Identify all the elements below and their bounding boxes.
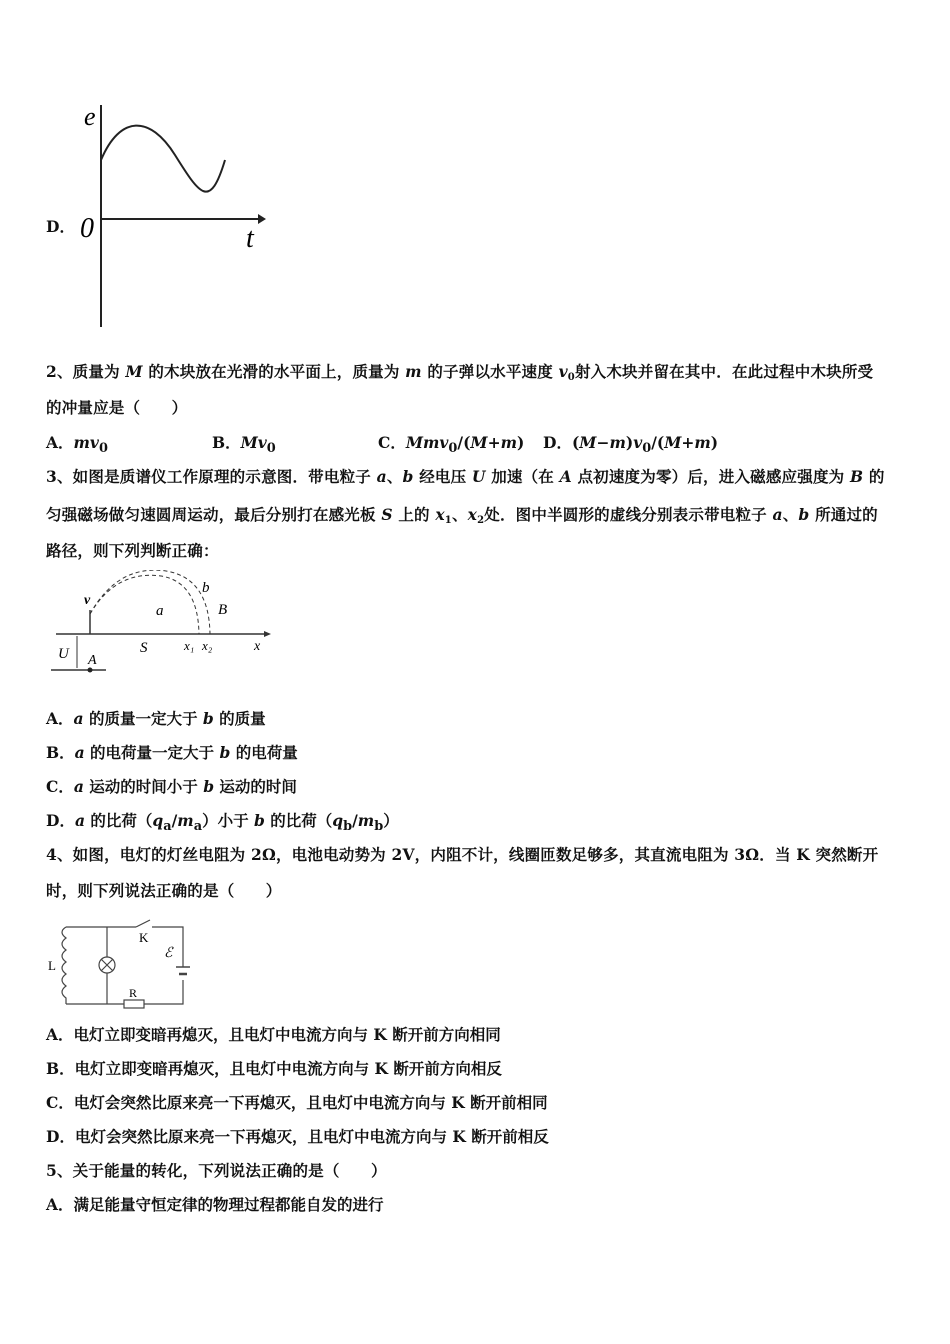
text-segment: 处．图中半圆形的虚线分别表示带电粒子	[484, 505, 773, 524]
variable-text: mv	[73, 433, 99, 452]
y-axis-label: e	[84, 102, 96, 131]
text-segment: )	[516, 433, 525, 452]
text-segment: D．电灯会突然比原来亮一下再熄灭，且电灯中电流方向与 K 断开前相反	[46, 1127, 549, 1146]
label-x: x	[254, 639, 261, 654]
variable-text: v	[633, 433, 643, 452]
text-segment: 的电荷量一定大于	[84, 743, 220, 762]
text-segment: 点初速度为零）后，进入磁感应强度为	[571, 467, 850, 486]
point-a	[88, 668, 93, 673]
subscript-text: b	[374, 819, 384, 835]
label-x2: x₂	[202, 638, 213, 653]
text-segment: )	[625, 433, 634, 452]
variable-text: M	[125, 362, 143, 381]
q4-option-a	[46, 1023, 501, 1045]
text-segment: 5、关于能量的转化，下列说法正确的是（ ）	[46, 1161, 387, 1180]
text-segment: 的子弹以水平速度	[421, 362, 559, 381]
q2-line	[46, 360, 873, 383]
text-segment: /(	[457, 433, 471, 452]
variable-text: M	[664, 433, 682, 452]
label-l: L	[48, 958, 56, 973]
subscript-text: 0	[642, 441, 652, 457]
variable-text: b	[402, 467, 414, 486]
label-field-b: B	[218, 602, 228, 618]
text-segment: 加速（在	[485, 467, 560, 486]
variable-text: B	[849, 467, 864, 486]
mass-spectrometer-figure	[46, 570, 276, 680]
variable-text: b	[219, 743, 231, 762]
variable-text: m	[694, 433, 711, 452]
variable-text: b	[253, 811, 265, 830]
text-segment: 运动的时间小于	[83, 777, 204, 796]
q3-option-b	[46, 741, 298, 763]
text-segment: /(	[651, 433, 665, 452]
q4-option-c	[46, 1091, 548, 1113]
q3-line	[46, 503, 878, 526]
text-segment: 的质量	[213, 709, 266, 728]
text-segment: 所通过的	[809, 505, 878, 524]
subscript-text: 0	[567, 372, 575, 383]
text-segment: 的比荷（	[85, 811, 153, 830]
text-segment: 、	[386, 467, 403, 486]
variable-text: v	[558, 362, 568, 381]
subscript-text: 0	[266, 441, 276, 457]
q2-option-a	[46, 431, 108, 456]
sine-curve	[101, 126, 225, 192]
q2-option-b	[212, 431, 276, 456]
subscript-text: 2	[477, 515, 485, 526]
x-axis-label: t	[246, 223, 254, 254]
option-label: D．	[46, 217, 75, 236]
text-segment: 经电压	[413, 467, 472, 486]
variable-text: S	[381, 505, 393, 524]
text-segment: 的质量一定大于	[83, 709, 203, 728]
label-u: U	[58, 646, 69, 662]
text-segment: 的	[863, 467, 885, 486]
path-a	[90, 575, 199, 634]
text-segment: C．	[46, 777, 74, 796]
q3-option-d	[46, 809, 399, 834]
text-segment: ）	[383, 811, 399, 830]
variable-text: m	[609, 433, 626, 452]
variable-text: U	[471, 467, 486, 486]
variable-text: a	[74, 743, 85, 762]
variable-text: M	[579, 433, 597, 452]
switch-k	[136, 920, 150, 927]
text-segment: 的木块放在光滑的水平面上，质量为	[142, 362, 406, 381]
wires	[66, 927, 183, 1004]
text-segment: ）小于	[202, 811, 254, 830]
variable-text: m	[405, 362, 422, 381]
text-segment: /	[171, 811, 178, 830]
label-k: K	[139, 930, 149, 945]
variable-text: x	[467, 505, 478, 524]
subscript-text: b	[343, 819, 353, 835]
q2-option-c	[378, 431, 524, 456]
subscript-text: 0	[98, 441, 108, 457]
variable-text: m	[357, 811, 375, 830]
q4-option-d	[46, 1125, 549, 1147]
variable-text: b	[202, 709, 214, 728]
label-a: a	[156, 603, 164, 619]
q2-option-d	[543, 431, 718, 456]
text-segment: A．电灯立即变暗再熄灭，且电灯中电流方向与 K 断开前方向相同	[46, 1025, 501, 1044]
variable-text: a	[73, 709, 84, 728]
variable-text: m	[500, 433, 517, 452]
text-segment: B．	[46, 743, 75, 762]
label-r: R	[129, 986, 138, 1000]
variable-text: a	[73, 777, 84, 796]
text-segment: A．满足能量守恒定律的物理过程都能自发的进行	[46, 1195, 384, 1214]
text-segment: +	[681, 433, 695, 452]
text-segment: C．	[378, 433, 406, 452]
q3-option-c	[46, 775, 297, 797]
variable-text: b	[203, 777, 215, 796]
text-segment: A．	[46, 433, 74, 452]
variable-text: q	[332, 811, 344, 830]
text-segment: D．	[46, 811, 75, 830]
variable-text: a	[376, 467, 387, 486]
text-segment: 的电荷量	[230, 743, 298, 762]
q3-option-a	[46, 707, 266, 729]
q3-line	[46, 465, 885, 487]
subscript-text: a	[193, 819, 203, 835]
x-arrow	[264, 631, 271, 637]
q5-option-a	[46, 1193, 384, 1215]
q5-line	[46, 1159, 387, 1181]
text-segment: 路径，则下列判断正确：	[46, 541, 219, 560]
text-segment: 匀强磁场做匀速圆周运动，最后分别打在感光板	[46, 505, 382, 524]
subscript-text: 1	[444, 515, 452, 526]
text-segment: 、	[782, 505, 799, 524]
variable-text: x	[435, 505, 445, 524]
label-s: S	[140, 640, 148, 656]
text-segment: +	[487, 433, 501, 452]
text-segment: A．	[46, 709, 74, 728]
text-segment: /	[352, 811, 358, 830]
text-segment: )	[710, 433, 719, 452]
subscript-text: 0	[448, 441, 458, 457]
variable-text: q	[152, 811, 164, 830]
variable-text: a	[74, 811, 85, 830]
x-axis-arrow	[258, 214, 266, 224]
circuit-figure	[44, 912, 194, 1010]
text-segment: 运动的时间	[214, 777, 297, 796]
variable-text: Mmv	[405, 433, 449, 452]
text-segment: B．	[212, 433, 241, 452]
subscript-text: a	[163, 819, 172, 835]
e-t-graph	[70, 95, 270, 335]
label-emf: ℰ	[164, 946, 173, 961]
q4-line	[46, 843, 878, 865]
text-segment: C．电灯会突然比原来亮一下再熄灭，且电灯中电流方向与 K 断开前相同	[46, 1093, 548, 1112]
text-segment: 射入木块并留在其中．在此过程中木块所受	[574, 362, 874, 381]
q3-line	[46, 539, 219, 561]
label-x1: x₁	[184, 638, 195, 653]
text-segment: 3、如图是质谱仪工作原理的示意图．带电粒子	[46, 467, 377, 486]
variable-text: M	[470, 433, 488, 452]
label-point-a: A	[88, 653, 97, 668]
text-segment: 4、如图，电灯的灯丝电阻为 2Ω，电池电动势为 2V，内阻不计，线圈匝数足够多，其直流电阻为 3Ω．当 K 突然断开	[46, 845, 879, 864]
text-segment: 上的	[392, 505, 436, 524]
resistor-r	[124, 1000, 144, 1008]
text-segment: B．电灯立即变暗再熄灭，且电灯中电流方向与 K 断开前方向相反	[46, 1059, 502, 1078]
text-segment: 时，则下列说法正确的是（ ）	[46, 881, 282, 900]
variable-text: A	[559, 467, 572, 486]
text-segment: 的比荷（	[264, 811, 333, 830]
text-segment: 、	[451, 505, 468, 524]
q4-line	[46, 879, 282, 901]
variable-text: Mv	[240, 433, 267, 452]
text-segment: D．(	[543, 433, 580, 452]
variable-text: a	[772, 505, 783, 524]
text-segment: −	[596, 433, 610, 452]
path-b	[90, 570, 210, 634]
text-segment: 的冲量应是（ ）	[46, 398, 188, 417]
label-b: b	[202, 580, 210, 596]
text-segment: 2、质量为	[46, 362, 126, 381]
variable-text: m	[177, 811, 194, 830]
variable-text: b	[798, 505, 810, 524]
q4-option-b	[46, 1057, 502, 1079]
q2-line	[46, 396, 187, 418]
inductor-l	[62, 927, 66, 1004]
origin-label: 0	[80, 213, 94, 244]
label-v: v	[84, 593, 91, 608]
